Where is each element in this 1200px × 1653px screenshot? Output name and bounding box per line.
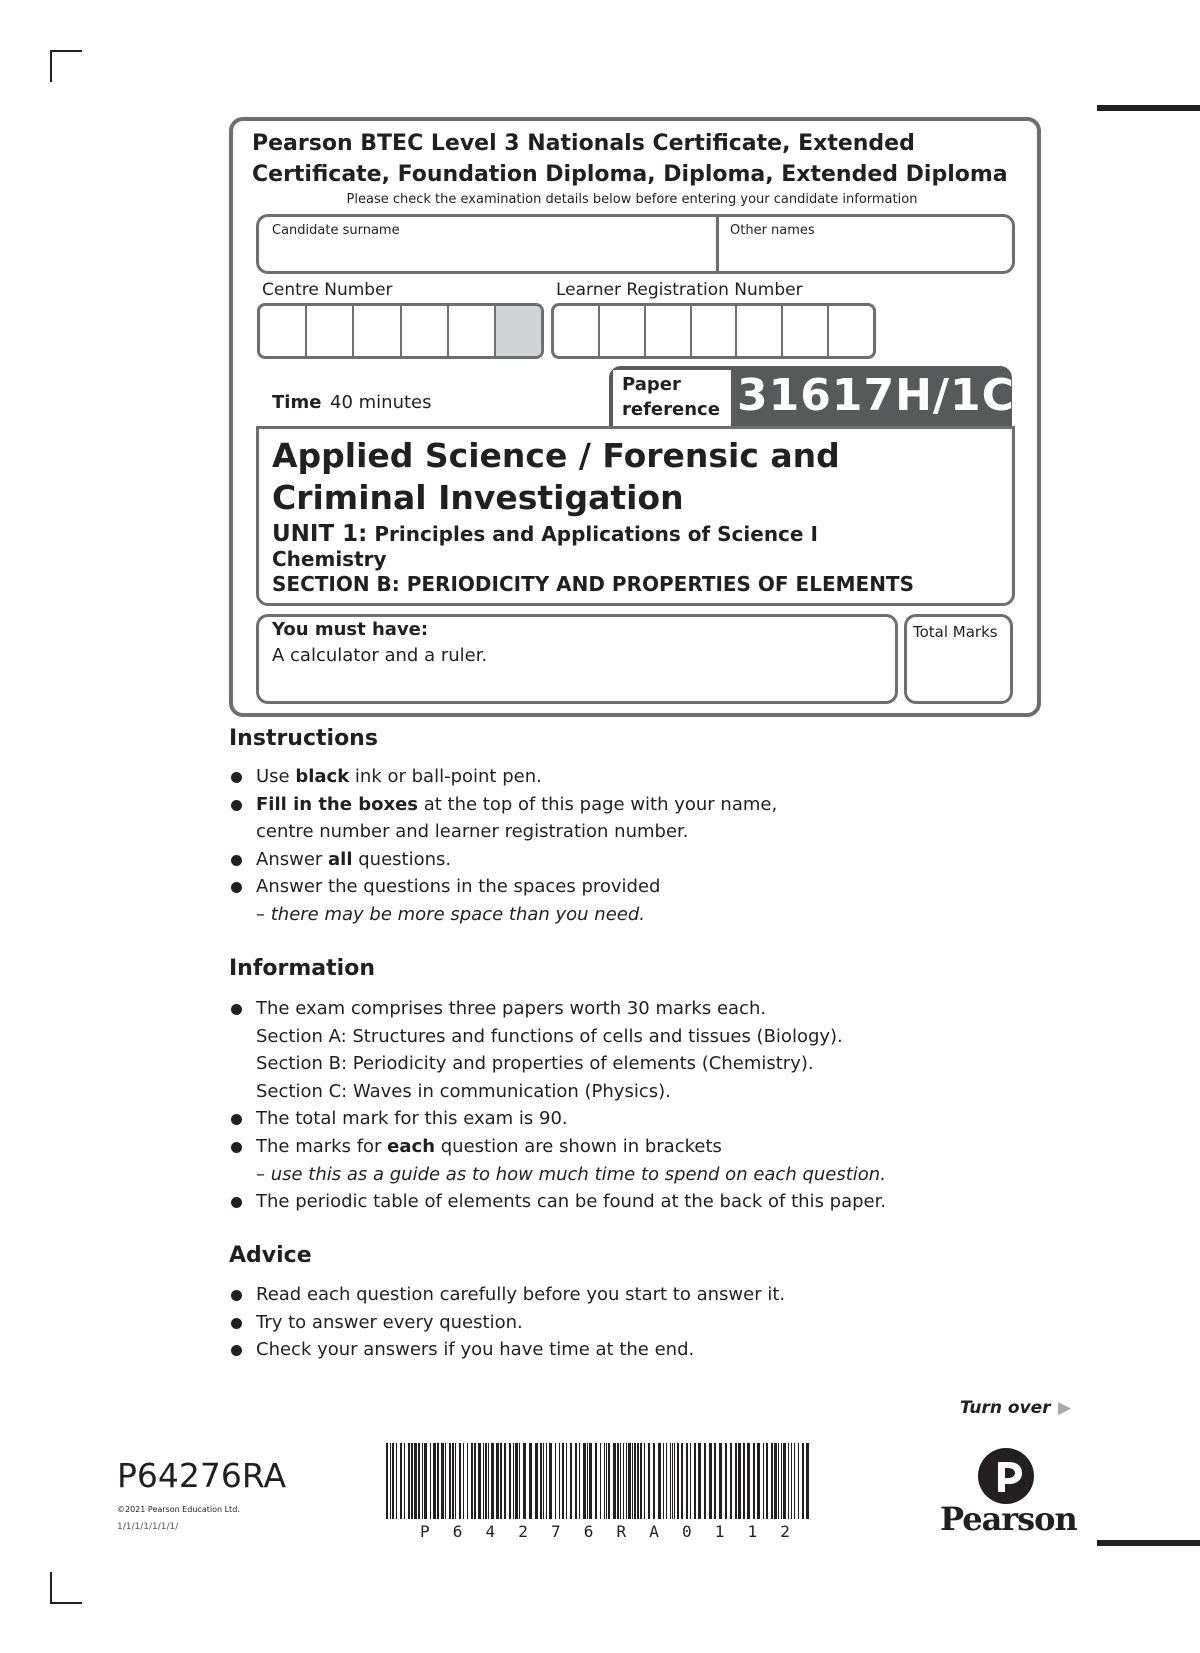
qualification-title: Pearson BTEC Level 3 Nationals Certificate, Extended Certificate, Foundation Diploma, Diploma, Extended Diploma xyxy=(252,131,1008,187)
barcode-bar xyxy=(753,1443,755,1519)
barcode-bar xyxy=(663,1443,664,1519)
learner-reg-boxes[interactable] xyxy=(551,303,876,359)
barcode-char: 6 xyxy=(452,1522,463,1541)
barcode-bar xyxy=(771,1443,773,1519)
centre-digit-shaded xyxy=(496,306,541,356)
pearson-wordmark: Pearson xyxy=(940,1500,1077,1538)
barcode-bar xyxy=(500,1443,502,1519)
barcode-bar xyxy=(747,1443,750,1519)
barcode-bar xyxy=(694,1443,696,1519)
unit-prefix: UNIT 1: xyxy=(272,521,368,547)
barcode-bar xyxy=(677,1443,679,1519)
barcode-bar xyxy=(788,1443,789,1519)
barcode-char: 0 xyxy=(682,1522,692,1541)
barcode-char: A xyxy=(649,1522,659,1541)
barcode-bar xyxy=(783,1443,786,1519)
list-item: Read each question carefully before you start to answer it. xyxy=(229,1281,1129,1309)
barcode-bar xyxy=(774,1443,777,1519)
barcode-bar xyxy=(600,1443,601,1519)
barcode-bar xyxy=(455,1443,456,1519)
barcode-bar xyxy=(396,1443,397,1519)
barcode-bar xyxy=(644,1443,645,1519)
barcode-bar xyxy=(632,1443,633,1519)
learner-digit[interactable] xyxy=(783,306,829,356)
barcode-bar xyxy=(604,1443,605,1519)
turn-over-arrow-icon: ▶ xyxy=(1058,1398,1072,1418)
barcode-bar xyxy=(658,1443,661,1519)
barcode-bar xyxy=(686,1443,688,1519)
barcode-bar xyxy=(478,1443,481,1519)
learner-digit[interactable] xyxy=(692,306,738,356)
version-code: 1/1/1/1/1/1/1/ xyxy=(117,1522,179,1532)
surname-label: Candidate surname xyxy=(272,223,400,238)
learner-digit[interactable] xyxy=(737,306,783,356)
barcode-bar xyxy=(798,1443,799,1519)
barcode-bar xyxy=(806,1443,809,1519)
barcode-bar xyxy=(766,1443,768,1519)
barcode-bar xyxy=(640,1443,642,1519)
barcode-bar xyxy=(504,1443,506,1519)
barcode-bar xyxy=(613,1443,616,1519)
must-have-items: A calculator and a ruler. xyxy=(272,645,488,666)
barcode-bar xyxy=(400,1443,402,1519)
must-have-label: You must have: xyxy=(272,619,429,640)
barcode-bar xyxy=(411,1443,413,1519)
barcode-char: 4 xyxy=(485,1522,496,1541)
barcode-bar xyxy=(757,1443,760,1519)
barcode-bar xyxy=(386,1443,388,1519)
barcode-bar xyxy=(653,1443,655,1519)
barcode-bar xyxy=(523,1443,526,1519)
barcode-bar xyxy=(606,1443,607,1519)
centre-digit[interactable] xyxy=(449,306,496,356)
barcode-bar xyxy=(555,1443,556,1519)
barcode-bar xyxy=(424,1443,427,1519)
barcode-bar xyxy=(637,1443,639,1519)
list-item: Try to answer every question. xyxy=(229,1309,1129,1337)
time-value: 40 minutes xyxy=(330,392,432,413)
centre-digit[interactable] xyxy=(402,306,449,356)
learner-reg-label: Learner Registration Number xyxy=(556,280,803,300)
barcode-bar xyxy=(735,1443,737,1519)
barcode-bar xyxy=(543,1443,544,1519)
barcode-bar xyxy=(781,1443,782,1519)
barcode-bar xyxy=(496,1443,499,1519)
barcode-bar xyxy=(529,1443,532,1519)
paper-code: P64276RA xyxy=(117,1456,287,1495)
barcode-bar xyxy=(626,1443,627,1519)
barcode-bar xyxy=(519,1443,520,1519)
barcode-bar xyxy=(681,1443,683,1519)
barcode-bar xyxy=(587,1443,588,1519)
barcode-bar xyxy=(459,1443,461,1519)
centre-number-boxes[interactable] xyxy=(257,303,544,359)
barcode-bar xyxy=(670,1443,671,1519)
learner-digit[interactable] xyxy=(829,306,873,356)
list-item: The marks for each question are shown in brackets – use this as a guide as to how much time to spend on each question. xyxy=(229,1133,1169,1188)
advice-heading: Advice xyxy=(229,1243,312,1268)
list-item: Check your answers if you have time at the end. xyxy=(229,1336,1129,1364)
instructions-heading: Instructions xyxy=(229,726,378,751)
barcode-bar xyxy=(743,1443,745,1519)
list-item: Answer all questions. xyxy=(229,846,1129,874)
barcode-bar xyxy=(491,1443,494,1519)
barcode-char: P xyxy=(420,1522,430,1541)
barcode-bar xyxy=(483,1443,484,1519)
barcode-bar xyxy=(709,1443,712,1519)
discipline: Chemistry xyxy=(272,547,387,571)
total-marks-label: Total Marks xyxy=(913,623,998,641)
barcode-bar xyxy=(449,1443,451,1519)
barcode-bar xyxy=(674,1443,675,1519)
barcode-bar xyxy=(778,1443,779,1519)
learner-digit[interactable] xyxy=(600,306,646,356)
paper-reference-label-line1: Paper xyxy=(622,374,681,395)
barcode-text xyxy=(420,1522,790,1541)
barcode-bar xyxy=(575,1443,577,1519)
barcode-bar xyxy=(535,1443,538,1519)
barcode-bar xyxy=(392,1443,394,1519)
barcode-bar xyxy=(452,1443,454,1519)
barcode-bar xyxy=(471,1443,473,1519)
barcode-bar xyxy=(559,1443,560,1519)
barcode-bar xyxy=(623,1443,624,1519)
learner-digit[interactable] xyxy=(554,306,600,356)
barcode-bar xyxy=(595,1443,597,1519)
paper-reference-label xyxy=(622,372,720,422)
barcode-bar xyxy=(634,1443,636,1519)
barcode-bar xyxy=(549,1443,552,1519)
barcode-bar xyxy=(704,1443,706,1519)
barcode-bar xyxy=(617,1443,619,1519)
barcode-bar xyxy=(570,1443,572,1519)
barcode-bar xyxy=(583,1443,586,1519)
edge-bar-bottom xyxy=(1097,1540,1200,1546)
centre-digit[interactable] xyxy=(354,306,401,356)
check-note: Please check the examination details below before entering your candidate information xyxy=(346,192,918,207)
barcode-bar xyxy=(666,1443,667,1519)
barcode-bar xyxy=(791,1443,792,1519)
barcode-bar xyxy=(433,1443,436,1519)
barcode-bar xyxy=(467,1443,468,1519)
barcode-bar xyxy=(763,1443,764,1519)
candidate-name-box[interactable] xyxy=(256,214,1015,274)
pearson-logo-icon xyxy=(976,1446,1036,1506)
barcode-bar xyxy=(437,1443,439,1519)
barcode-bar xyxy=(408,1443,410,1519)
barcode-bar xyxy=(488,1443,489,1519)
instructions-list xyxy=(229,763,1129,929)
barcode-bar xyxy=(730,1443,732,1519)
turn-over-label: Turn over xyxy=(960,1398,1051,1418)
barcode xyxy=(386,1443,814,1519)
list-item: Use black ink or ball-point pen. xyxy=(229,763,1129,791)
crop-mark-bottom-left xyxy=(50,1572,82,1604)
barcode-bar xyxy=(418,1443,420,1519)
barcode-bar xyxy=(430,1443,431,1519)
barcode-char: 1 xyxy=(714,1522,725,1541)
barcode-bar xyxy=(794,1443,795,1519)
centre-digit[interactable] xyxy=(260,306,307,356)
barcode-bar xyxy=(648,1443,650,1519)
barcode-bar xyxy=(562,1443,564,1519)
barcode-bar xyxy=(608,1443,610,1519)
barcode-bar xyxy=(698,1443,701,1519)
barcode-bar xyxy=(422,1443,423,1519)
barcode-bar xyxy=(714,1443,716,1519)
barcode-char: 2 xyxy=(780,1522,790,1541)
barcode-bar xyxy=(719,1443,722,1519)
barcode-bar xyxy=(463,1443,464,1519)
learner-digit[interactable] xyxy=(646,306,692,356)
barcode-bar xyxy=(540,1443,542,1519)
name-divider xyxy=(716,217,719,271)
barcode-bar xyxy=(509,1443,511,1519)
copyright: ©2021 Pearson Education Ltd. xyxy=(117,1505,240,1514)
barcode-char: 1 xyxy=(747,1522,758,1541)
barcode-bar xyxy=(546,1443,547,1519)
centre-digit[interactable] xyxy=(307,306,354,356)
barcode-bar xyxy=(690,1443,691,1519)
list-item: Fill in the boxes at the top of this page with your name, centre number and learner registration number. xyxy=(229,791,1129,846)
barcode-bar xyxy=(445,1443,446,1519)
barcode-bar xyxy=(738,1443,741,1519)
barcode-char: 7 xyxy=(551,1522,561,1541)
barcode-bar xyxy=(628,1443,631,1519)
barcode-bar xyxy=(566,1443,567,1519)
list-item: The periodic table of elements can be found at the back of this paper. xyxy=(229,1188,1169,1216)
barcode-bar xyxy=(515,1443,518,1519)
barcode-bar xyxy=(474,1443,476,1519)
barcode-bar xyxy=(725,1443,727,1519)
paper-reference-label-line2: reference xyxy=(622,399,720,420)
other-names-label: Other names xyxy=(730,223,815,238)
unit-title: Principles and Applications of Science I xyxy=(374,522,818,546)
barcode-bar xyxy=(672,1443,673,1519)
barcode-bar xyxy=(589,1443,592,1519)
list-item: The total mark for this exam is 90. xyxy=(229,1105,1169,1133)
barcode-bar xyxy=(620,1443,621,1519)
barcode-char: 6 xyxy=(583,1522,594,1541)
barcode-bar xyxy=(802,1443,804,1519)
list-item: The exam comprises three papers worth 30 marks each. Section A: Structures and functions of cells and tissues (Biology). Section B: Periodicity and properties of elements (Chemistry). Section C: Waves in communication (Physics). xyxy=(229,995,1169,1105)
barcode-bar xyxy=(390,1443,391,1519)
paper-reference-code: 31617H/1C xyxy=(737,370,1015,421)
barcode-bar xyxy=(404,1443,405,1519)
subject-title: Applied Science / Forensic and Criminal Investigation xyxy=(272,436,840,517)
barcode-bar xyxy=(441,1443,444,1519)
information-list xyxy=(229,995,1169,1216)
list-item: Answer the questions in the spaces provided – there may be more space than you need. xyxy=(229,873,1129,928)
advice-list xyxy=(229,1281,1129,1364)
section-title: SECTION B: PERIODICITY AND PROPERTIES OF ELEMENTS xyxy=(272,572,914,596)
time-label: Time xyxy=(272,392,322,413)
barcode-bar xyxy=(579,1443,580,1519)
barcode-char: R xyxy=(616,1522,627,1541)
barcode-bar xyxy=(513,1443,514,1519)
crop-mark-top-left xyxy=(50,50,82,82)
barcode-bar xyxy=(414,1443,417,1519)
barcode-char: 2 xyxy=(518,1522,528,1541)
information-heading: Information xyxy=(229,956,375,981)
unit-details xyxy=(272,522,992,597)
barcode-bar xyxy=(485,1443,487,1519)
edge-bar-top xyxy=(1097,105,1200,111)
centre-number-label: Centre Number xyxy=(262,280,393,300)
